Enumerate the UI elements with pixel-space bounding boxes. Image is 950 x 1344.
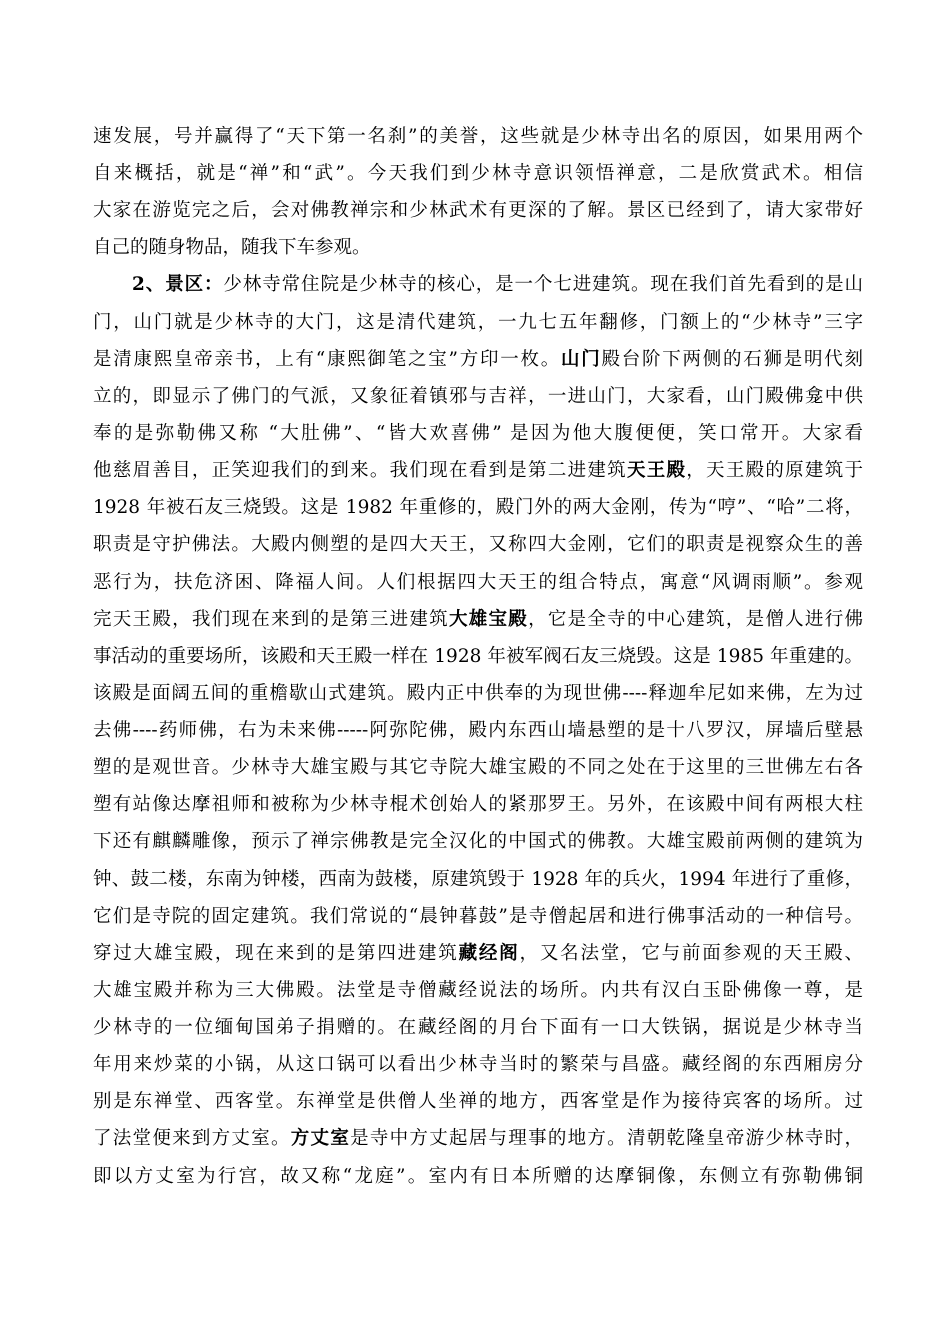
text-line: 立的，即显示了佛门的气派，又象征着镇邪与吉祥，一进山门，大家看，山门殿佛龛中供 [93,386,863,407]
text-line: 奉的是弥勒佛又称 “大肚佛”、“皆大欢喜佛” 是因为他大腹便便，笑口常开。大家看 [93,423,863,444]
section-heading-line: 2、景区：少林寺常住院是少林寺的核心，是一个七进建筑。现在我们首先看到的是山 [132,274,863,295]
text-line: 塑的是观世音。少林寺大雄宝殿与其它寺院大雄宝殿的不同之处在于这里的三世佛左右各 [93,757,863,778]
highlight-term: 藏经阁 [458,943,520,964]
text-line: 了法堂便来到方丈室。方丈室是寺中方丈起居与理事的地方。清朝乾隆皇帝游少林寺时， [93,1128,863,1149]
text-line: 恶行为，扶危济困、降福人间。人们根据四大天王的组合特点，寓意“风调雨顺”。参观 [93,572,863,593]
text-line: 完天王殿，我们现在来到的是第三进建筑大雄宝殿，它是全寺的中心建筑，是僧人进行佛 [93,609,863,630]
text-line: 去佛----药师佛，右为未来佛-----阿弥陀佛，殿内东西山墙悬塑的是十八罗汉，屏墙后壁悬 [93,720,863,741]
text-line: 即以方丈室为行宫，故又称“龙庭”。室内有日本所赠的达摩铜像，东侧立有弥勒佛铜 [93,1166,863,1187]
text-line: 1928 年被石友三烧毁。这是 1982 年重修的，殿门外的两大金刚，传为“哼”、“哈”二将， [93,497,863,518]
text-line: 他慈眉善目，正笑迎我们的到来。我们现在看到是第二进建筑天王殿，天王殿的原建筑于 [93,460,863,481]
highlight-term: 山门 [560,349,602,370]
text-line: 它们是寺院的固定建筑。我们常说的“晨钟暮鼓”是寺僧起居和进行佛事活动的一种信号。 [93,906,863,927]
text-line: 该殿是面阔五间的重檐歇山式建筑。殿内正中供奉的为现世佛----释迦牟尼如来佛，左为过 [93,683,863,704]
highlight-term: 方丈室 [290,1128,351,1149]
text-line: 自来概括，就是“禅”和“武”。今天我们到少林寺意识领悟禅意，二是欣赏武术。相信 [93,163,863,184]
text-line: 速发展，号并赢得了“天下第一名刹”的美誉，这些就是少林寺出名的原因，如果用两个 [93,126,863,147]
text-line: 少林寺的一位缅甸国弟子捐赠的。在藏经阁的月台下面有一口大铁锅，据说是少林寺当 [93,1017,863,1038]
text-line: 塑有站像达摩祖师和被称为少林寺棍术创始人的紧那罗王。另外，在该殿中间有两根大柱 [93,794,863,815]
text-line: 穿过大雄宝殿，现在来到的是第四进建筑藏经阁，又名法堂，它与前面参观的天王殿、 [93,943,863,964]
text-line: 职责是守护佛法。大殿内侧塑的是四大天王，又称四大金刚，它们的职责是视察众生的善 [93,534,863,555]
text-line: 别是东禅堂、西客堂。东禅堂是供僧人坐禅的地方，西客堂是作为接待宾客的场所。过 [93,1091,863,1112]
text-line: 自己的随身物品，随我下车参观。 [93,237,371,258]
highlight-term: 天王殿 [626,460,687,481]
text-line: 门，山门就是少林寺的大门，这是清代建筑，一九七五年翻修，门额上的“少林寺”三字 [93,312,863,333]
text-line: 年用来炒菜的小锅，从这口锅可以看出少林寺当时的繁荣与昌盛。藏经阁的东西厢房分 [93,1054,863,1075]
section-heading: 2、景区： [132,274,224,295]
text-line: 下还有麒麟雕像，预示了禅宗佛教是完全汉化的中国式的佛教。大雄宝殿前两侧的建筑为 [93,831,863,852]
text-line: 事活动的重要场所，该殿和天王殿一样在 1928 年被军阀石友三烧毁。这是 1985 年重建的。 [93,646,863,667]
text-line: 钟、鼓二楼，东南为钟楼，西南为鼓楼，原建筑毁于 1928 年的兵火，1994 年进行了重修， [93,869,863,890]
text-line: 大雄宝殿并称为三大佛殿。法堂是寺僧藏经说法的场所。内共有汉白玉卧佛像一尊，是 [93,980,863,1001]
text-line: 大家在游览完之后，会对佛教禅宗和少林武术有更深的了解。景区已经到了，请大家带好 [93,200,863,221]
text-line: 是清康熙皇帝亲书，上有“康熙御笔之宝”方印一枚。山门殿台阶下两侧的石狮是明代刻 [93,349,863,370]
highlight-term: 大雄宝殿 [448,609,529,630]
